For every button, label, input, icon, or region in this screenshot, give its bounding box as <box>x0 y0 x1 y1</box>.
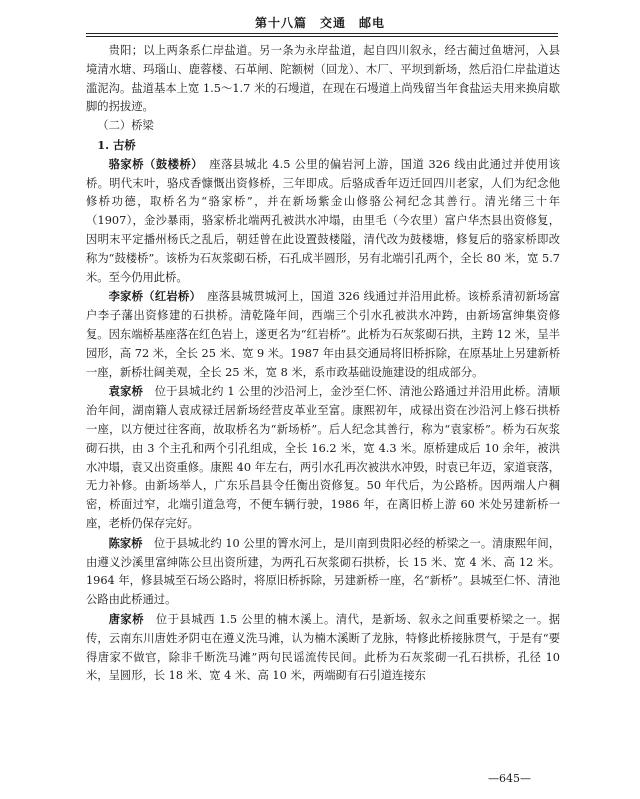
bridge-name: 陈家桥 <box>108 535 143 550</box>
bridge-description: 座落县城贯城河上，国道 326 线通过并沿用此桥。该桥系清初新场富户李子藩出资修建的石拱桥。清乾隆年间，西端三个引水孔被洪水冲跨，由新场富绅集资修复。因东端桥基座落在红色岩上，遂更名为“红岩桥”。此桥为石灰浆砌石拱，主跨 12 米，呈半园形，高 72 米，全长 25 米、宽 9 米。1987 年由县交通局将旧桥拆除，在原基址上另建新桥一座，新桥壮阔美观，全长 25 米，宽 8 米，系市政基础设施建设的组成部分。 <box>86 290 560 379</box>
section-heading: 1. 古桥 <box>97 137 136 152</box>
bridge-description: 位于县城北约 10 公里的箐水河上，是川南到贵阳必经的桥梁之一。清康熙年间，由遵义沙溪里富绅陈公旦出资所建，为两孔石灰浆砌石拱桥，长 15 米、宽 4 米、高 12 米。1964 年，修县城至石场公路时，将原旧桥拆除，另建新桥一座，名“新桥”。县城至仁怀、清池公路由此桥通过。 <box>86 536 560 607</box>
paragraph-lijia-bridge <box>86 287 560 382</box>
bridge-description: 位于县城西 1.5 公里的楠木溪上。清代，是新场、叙永之间重要桥梁之一。据传，云南东川唐姓矛阴屯在遵义洗马滩，认为楠木溪断了龙脉，特修此桥接脉贯气，于是有“要得唐家不做官，除非千断洗马滩”两句民谣流传民间。此桥为石灰浆砌一孔石拱桥，孔径 10 米，呈圆形，长 18 米、宽 4 米、高 10 米，两端砌有石引道连接东 <box>86 612 560 683</box>
bridge-name: 骆家桥（鼓楼桥） <box>108 156 198 171</box>
section-subheading: （二）桥梁 <box>97 119 154 133</box>
header-rule <box>86 33 558 37</box>
bridge-name: 李家桥（红岩桥） <box>108 289 196 304</box>
paragraph-chenjia-bridge <box>86 534 560 610</box>
bridge-name: 唐家桥 <box>108 611 145 626</box>
paragraph-tangjia-bridge <box>86 610 560 686</box>
paragraph-salt-road: 贵阳；以上两条系仁岸盐道。另一条为永岸盐道，起自四川叙永，经古蔺过鱼塘河，入县境清水塘、玛瑙山、鹿蓉楼、石革闸、陀额树（回龙）、木厂、平坝到新场，然后沿仁岸盐道达滥泥沟。盐道基本上宽 1.5～1.7 米的石墁道，在现在石墁道上尚残留当年食盐运夫用来换肩歇脚的拐拔迹。 <box>86 44 560 114</box>
page-number: —645— <box>488 772 531 785</box>
bridge-description: 位于县城北约 1 公里的沙沿河上，金沙至仁怀、清池公路通过并沿用此桥。清顺治年间，湖南籍人袁成禄迁居新场经营皮革业至富。康熙初年，成禄出资在沙沿河上修石拱桥一座，以方便过往客商，故取桥名为“新场桥”。后人纪念其善行，称为“袁家桥”。桥为石灰浆砌石拱，由 3 个主孔和两个引孔组成，全长 16.2 米，宽 4.3 米。原桥建成后 10 余年，被洪水冲塌，袁又出资重修。康熙 40 年左右，两引水孔再次被洪水冲毁，时袁已年迈，家道衰落，无力补修。由新场举人，广东乐昌县令任衡出资修复。50 年代后，为公路桥。因两端人户稠密，桥面过窄，北端引道急弯，不便车辆行驶，1986 年，在离旧桥上游 60 米处另建新桥一座，老桥仍保存完好。 <box>86 385 560 530</box>
paragraph-luojia-bridge <box>86 155 560 288</box>
paragraph-yuanjia-bridge <box>86 382 560 533</box>
bridge-description: 座落县城北 4.5 公里的偏岩河上游，国道 326 线由此通过并使用该桥。明代末叶，骆戍香慷慨出资修桥，三年即成。后骆成香年迈迁回四川老家，人们为纪念他修桥功德，取桥名为“骆家桥”，并在新场紫金山修骆公祠纪念其善行。清光绪三十年（1907），金沙暴雨，骆家桥北端两孔被洪水冲塌，由里毛（今农里）富户华杰县出资修复，因明末平定播州杨氏之乱后，朝廷曾在此设置鼓楼隘，清代改为鼓楼塘，修复后的骆家桥即改称为“鼓楼桥”。该桥为石灰浆砌石桥，石孔成半圆形，另有北端引孔两个，全长 80 米，宽 5.7 米。至今仍用此桥。 <box>86 157 560 284</box>
bridge-name: 袁家桥 <box>108 384 144 399</box>
running-header: 第十八篇 交通 邮电 <box>254 16 385 30</box>
page-body <box>86 42 560 686</box>
